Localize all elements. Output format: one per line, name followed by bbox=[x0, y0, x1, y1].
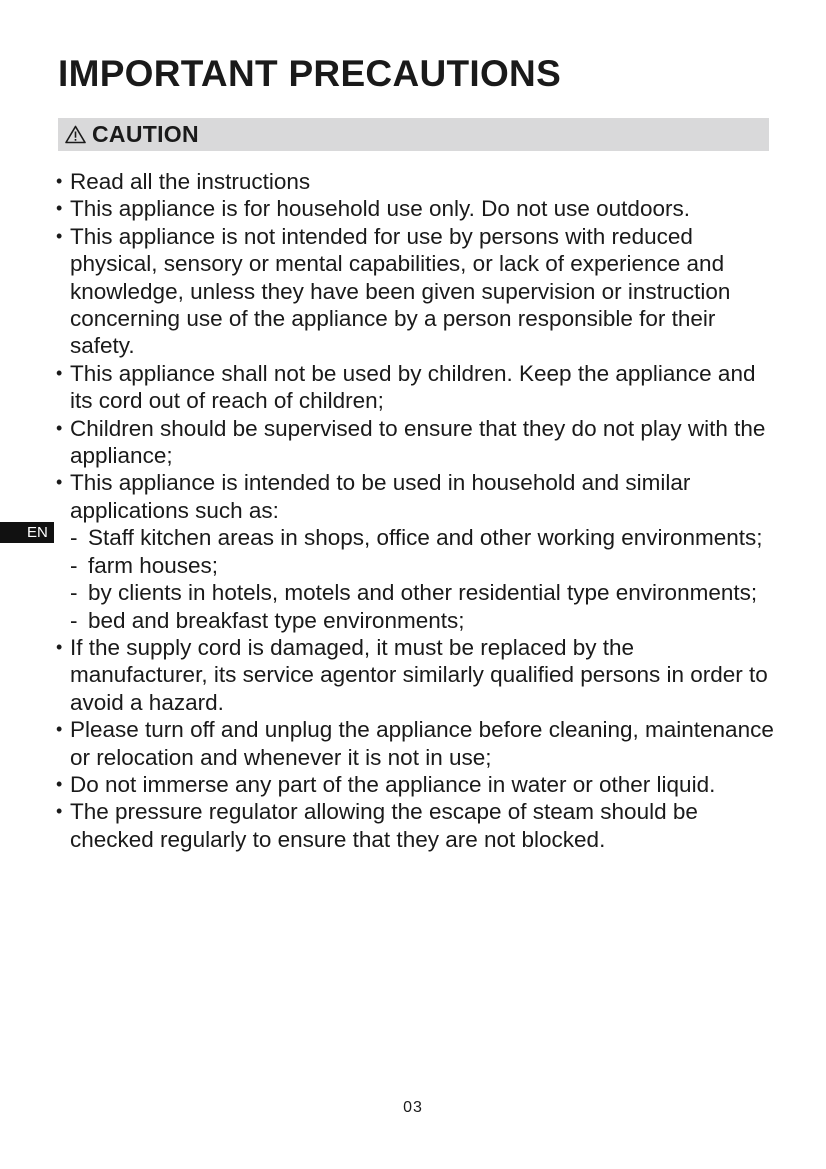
applications-sublist bbox=[70, 524, 776, 634]
item-text: This appliance is not intended for use by persons with reduced physical, sensory or mental capabilities, or lack of experience and knowledge, unless they have been given supervision or instruction concerning use of the appliance by a person responsible for their safety. bbox=[70, 223, 731, 359]
bullet-mark: • bbox=[56, 417, 63, 438]
bullet-mark: • bbox=[56, 362, 63, 383]
warning-triangle-icon bbox=[65, 125, 86, 144]
caution-label: CAUTION bbox=[92, 121, 199, 147]
dash-mark: - bbox=[70, 580, 78, 606]
item-text: Do not immerse any part of the appliance in water or other liquid. bbox=[70, 771, 716, 797]
list-item bbox=[56, 415, 776, 470]
bullet-mark: • bbox=[56, 719, 63, 740]
item-text: Please turn off and unplug the appliance before cleaning, maintenance or relocation and whenever it is not in use; bbox=[70, 717, 774, 770]
bullet-mark: • bbox=[56, 636, 63, 657]
sub-item-text: Staff kitchen areas in shops, office and other working environments; bbox=[88, 525, 763, 551]
list-item bbox=[56, 716, 776, 771]
sub-list-item bbox=[70, 524, 776, 551]
sub-item-text: bed and breakfast type environments; bbox=[88, 607, 465, 633]
item-text: This appliance is intended to be used in household and similar applications such as: bbox=[70, 470, 691, 523]
language-tab: EN bbox=[0, 522, 54, 543]
sub-list-item bbox=[70, 579, 776, 606]
caution-banner bbox=[58, 118, 769, 151]
item-text: Read all the instructions bbox=[70, 169, 311, 194]
list-item bbox=[56, 360, 776, 415]
bullet-mark: • bbox=[56, 472, 63, 493]
item-text: Children should be supervised to ensure that they do not play with the appliance; bbox=[70, 415, 766, 469]
bullet-mark: • bbox=[56, 801, 63, 822]
page-number: 03 bbox=[403, 1099, 423, 1116]
bullet-mark: • bbox=[56, 171, 63, 191]
item-text: If the supply cord is damaged, it must be replaced by the manufacturer, its service agentor similarly qualified persons in order to avoid a hazard. bbox=[70, 634, 768, 715]
sub-list-item bbox=[70, 607, 776, 634]
page-title: IMPORTANT PRECAUTIONS bbox=[58, 53, 562, 94]
dash-mark: - bbox=[70, 552, 78, 578]
list-item bbox=[56, 771, 776, 798]
dash-mark: - bbox=[70, 525, 78, 551]
sub-item-text: farm houses; bbox=[88, 552, 219, 578]
sub-item-text: by clients in hotels, motels and other residential type environments; bbox=[88, 580, 758, 606]
list-item bbox=[56, 168, 776, 195]
list-item bbox=[56, 798, 776, 853]
item-text: This appliance is for household use only. Do not use outdoors. bbox=[70, 196, 690, 222]
dash-mark: - bbox=[70, 607, 78, 633]
item-text: This appliance shall not be used by children. Keep the appliance and its cord out of reach of children; bbox=[70, 360, 756, 414]
bullet-mark: • bbox=[56, 198, 63, 219]
sub-list-item bbox=[70, 552, 776, 579]
bullet-mark: • bbox=[56, 773, 63, 794]
list-item bbox=[56, 469, 776, 633]
precautions-list bbox=[56, 168, 776, 853]
item-text: The pressure regulator allowing the escape of steam should be checked regularly to ensure that they are not blocked. bbox=[70, 799, 698, 852]
list-item bbox=[56, 195, 776, 222]
list-item bbox=[56, 634, 776, 716]
list-item bbox=[56, 223, 776, 360]
bullet-mark: • bbox=[56, 225, 63, 246]
